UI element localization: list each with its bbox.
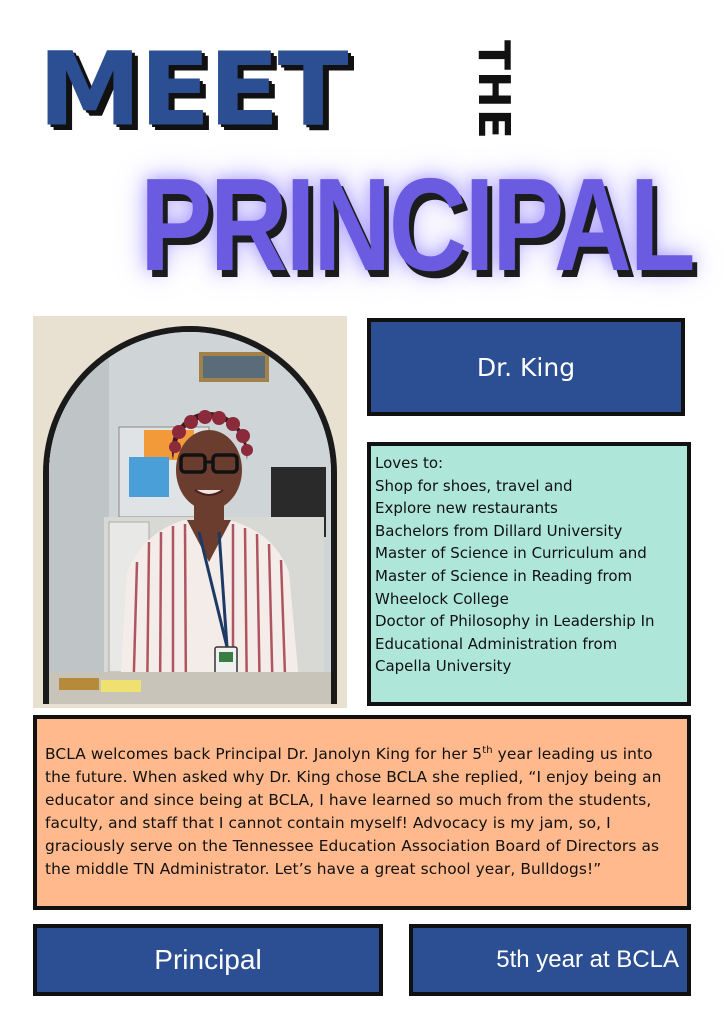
role-card <box>33 924 383 996</box>
name-card <box>367 318 685 416</box>
tenure-card <box>409 924 691 996</box>
the-heading: THE <box>468 40 519 140</box>
bio-text-rest: year leading us into the future. When asked why Dr. King chose BCLA she replied, “I enjoy being an educator and since being at BCLA, I have learned so much from the students, faculty, and staff that I cannot contain myself! Advocacy is my jam, so, I graciously serve on the Tennessee Education Association Board of Directors as the middle TN Administrator. Let’s have a great school year, Bulldogs!” <box>45 745 662 878</box>
principal-name: Dr. King <box>476 352 576 382</box>
about-line: Capella University <box>375 657 512 676</box>
about-line: Loves to: <box>375 454 444 472</box>
about-line: Master of Science in Reading from <box>375 566 633 585</box>
about-line: Wheelock College <box>375 589 509 608</box>
photo-frame <box>33 316 347 708</box>
tenure-label: 5th year at BCLA <box>496 946 679 973</box>
about-line: Shop for shoes, travel and <box>375 476 573 495</box>
photo-arch <box>43 326 337 704</box>
bio-card <box>33 715 691 910</box>
about-line: Doctor of Philosophy in Leadership In <box>375 612 655 631</box>
role-label: Principal <box>154 944 262 975</box>
portrait-illustration <box>49 332 331 704</box>
about-line: Bachelors from Dillard University <box>375 521 623 540</box>
bio-ordinal-suffix: th <box>482 744 493 756</box>
about-card <box>367 442 691 706</box>
about-line: Master of Science in Curriculum and <box>375 544 647 563</box>
meet-heading: MEET <box>38 29 347 149</box>
principal-heading: PRINCIPAL <box>140 151 694 298</box>
principal-portrait-icon <box>49 332 331 704</box>
about-line: Explore new restaurants <box>375 499 558 518</box>
about-line: Educational Administration from <box>375 634 618 653</box>
bio-paragraph <box>45 743 679 881</box>
bio-text-start: BCLA welcomes back Principal Dr. Janolyn King for her 5 <box>45 745 483 763</box>
